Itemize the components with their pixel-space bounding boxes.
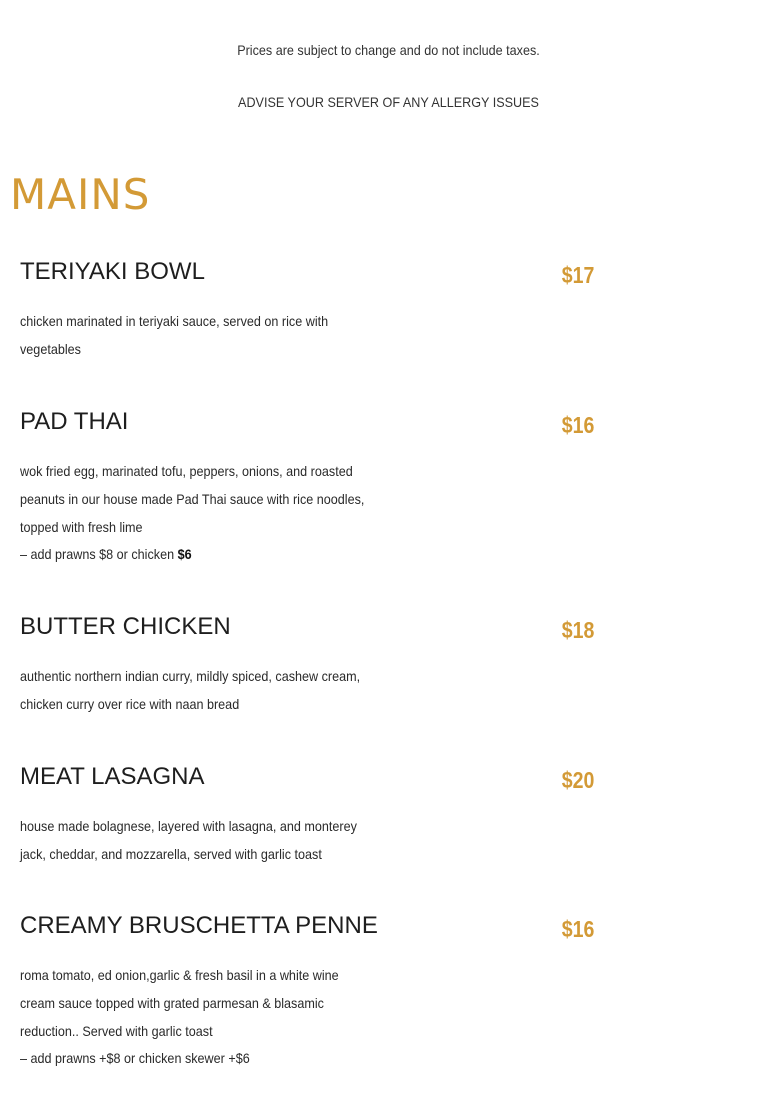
item-price: $18 bbox=[561, 617, 594, 643]
item-price: $16 bbox=[561, 412, 594, 438]
item-name: PAD THAI bbox=[20, 408, 129, 435]
item-price: $20 bbox=[561, 767, 594, 793]
item-name: CREAMY BRUSCHETTA PENNE bbox=[20, 912, 378, 939]
description-line: wok fried egg, marinated tofu, peppers, onions, and roasted bbox=[20, 463, 353, 479]
addon-text: – add prawns $8 or chicken bbox=[20, 546, 178, 563]
item-description bbox=[20, 663, 380, 719]
description-line: chicken curry over rice with naan bread bbox=[20, 695, 240, 712]
description-line: roma tomato, ed onion,garlic & fresh basil in a white wine bbox=[20, 967, 339, 983]
description-line: jack, cheddar, and mozzarella, served with garlic toast bbox=[20, 845, 322, 862]
description-line: authentic northern indian curry, mildly spiced, cashew cream, bbox=[20, 668, 361, 684]
item-description bbox=[20, 458, 380, 569]
description-line: vegetables bbox=[20, 340, 81, 357]
item-name: MEAT LASAGNA bbox=[20, 763, 205, 790]
addon-line bbox=[20, 541, 380, 569]
description-line: reduction.. Served with garlic toast bbox=[20, 1022, 213, 1039]
description-line: house made bolagnese, layered with lasagna, and monterey bbox=[20, 818, 357, 834]
item-description bbox=[20, 962, 380, 1073]
item-price: $17 bbox=[561, 262, 594, 288]
section-title-mains: MAINS bbox=[10, 170, 151, 219]
description-line: peanuts in our house made Pad Thai sauce with rice noodles, bbox=[20, 490, 365, 507]
allergy-notice: ADVISE YOUR SERVER OF ANY ALLERGY ISSUES bbox=[238, 94, 539, 110]
description-line: chicken marinated in teriyaki sauce, served on rice with bbox=[20, 313, 329, 329]
description-line: topped with fresh lime bbox=[20, 518, 143, 535]
item-price: $16 bbox=[561, 916, 594, 942]
item-description bbox=[20, 308, 380, 364]
price-notice: Prices are subject to change and do not include taxes. bbox=[237, 42, 540, 58]
addon-price: $6 bbox=[177, 546, 192, 563]
description-line: cream sauce topped with grated parmesan & blasamic bbox=[20, 994, 324, 1011]
item-name: TERIYAKI BOWL bbox=[20, 258, 205, 285]
item-name: BUTTER CHICKEN bbox=[20, 613, 231, 640]
description-line: – add prawns +$8 or chicken skewer +$6 bbox=[20, 1050, 250, 1067]
item-description bbox=[20, 813, 380, 869]
